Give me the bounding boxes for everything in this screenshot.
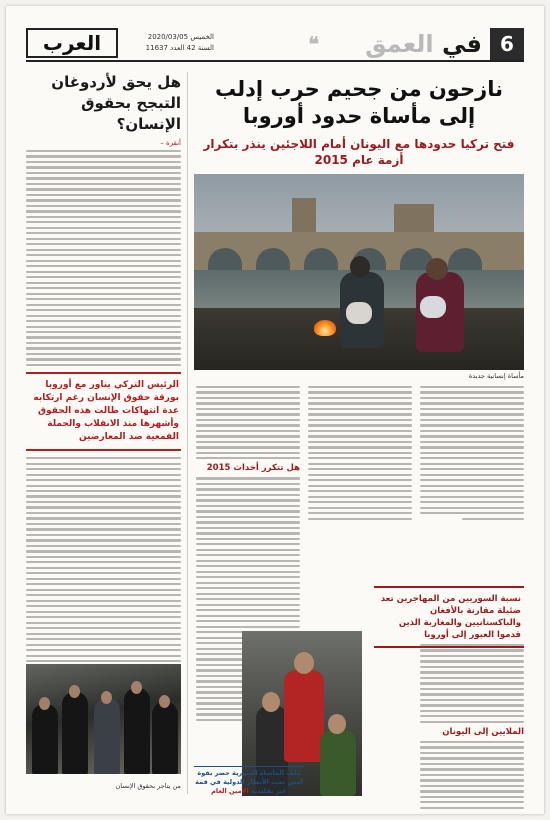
text-block xyxy=(26,150,181,366)
photo-man xyxy=(94,698,120,774)
text-column-1-lower xyxy=(420,644,524,812)
main-photo-caption: مأساة إنسانية جديدة xyxy=(468,372,524,380)
newspaper-logo: العرب xyxy=(26,28,118,58)
photo-child xyxy=(284,670,324,762)
main-story xyxy=(194,72,524,794)
column-footnote xyxy=(194,766,304,796)
photo-baby-blanket xyxy=(346,302,372,324)
section-title-bold: في xyxy=(442,30,482,58)
section-title xyxy=(365,28,482,60)
sidebar-photo-caption: من يتاجر بحقوق الإنسان xyxy=(115,782,181,790)
footnote-text: ملف المأساة السورية حضر بقوة أمس تحت الأنظار الدولية في قمة غير تقليدية xyxy=(195,769,303,795)
text-column-1 xyxy=(420,386,524,523)
newspaper-page xyxy=(6,6,544,814)
text-block xyxy=(196,386,300,459)
headline-line-2: إلى مأساة حدود أوروبا xyxy=(242,104,476,128)
intertitle-greece: الملايين إلى اليونان xyxy=(442,726,524,737)
photo-officer-face xyxy=(159,695,170,708)
headline-line-1: نازحون من جحيم حرب إدلب xyxy=(215,77,503,101)
photo-officer-face xyxy=(69,685,80,698)
photo-officer xyxy=(62,692,88,774)
police-crowd-photo xyxy=(26,664,181,774)
sidebar-dateline: أنقرة – xyxy=(160,139,181,147)
photo-child-head xyxy=(328,714,346,734)
footnote-name: الأمين العام xyxy=(211,787,249,795)
main-subhead: فتح تركيا حدودها مع اليونان أمام اللاجئين ينذر بتكرار أزمة عام 2015 xyxy=(203,137,515,167)
photo-child-head xyxy=(294,652,314,674)
photo-officer-face xyxy=(131,681,142,694)
photo-child-head xyxy=(262,692,280,712)
sidebar-pull-quote: الرئيس التركي يناور مع أوروبا بورقة حقوق الإنسان رغم ارتكابه عدة انتهاكات طالت هذه الحقوق وأشهرها منذ الانقلاب والحملة القمعية ضد المعارضين xyxy=(26,372,181,451)
photo-officer-face xyxy=(39,697,50,710)
photo-mother-head xyxy=(426,258,448,280)
photo-officer xyxy=(32,704,58,774)
photo-man-face xyxy=(101,691,112,704)
text-block xyxy=(308,386,412,520)
column-divider xyxy=(187,72,188,794)
photo-child-blanket xyxy=(420,296,446,318)
intertitle-2015: هل تتكرر أحداث 2015 xyxy=(206,463,300,474)
issue-date: الخميس 2020/03/05 xyxy=(147,33,214,41)
page-number: 6 xyxy=(490,28,524,60)
main-headline xyxy=(194,76,524,130)
text-block xyxy=(420,741,524,809)
pull-quote-box: نسبة السوريين من المهاجرين تعد ضئيلة مقارنة بالأفغان والباكستانيين والمغاربة الذين قدموا العبور إلى أوروبا xyxy=(374,586,524,648)
quote-icon: ❝ xyxy=(308,32,319,56)
text-column-2 xyxy=(308,386,412,523)
text-block xyxy=(420,386,524,520)
sidebar-article xyxy=(26,72,181,794)
article-body xyxy=(194,386,524,796)
photo-officer xyxy=(152,702,178,774)
photo-child xyxy=(320,730,356,796)
sidebar-title: هل يحق لأردوغان التبجح بحقوق الإنسان؟ xyxy=(51,73,181,133)
issue-info xyxy=(124,32,214,54)
issue-number: السنة 42 العدد 11637 xyxy=(145,44,214,52)
section-title-light: العمق xyxy=(365,30,434,58)
page-header xyxy=(26,28,524,62)
photo-father-head xyxy=(350,256,370,278)
refugees-photo xyxy=(194,174,524,370)
photo-campfire xyxy=(314,320,336,336)
text-block xyxy=(420,644,524,723)
photo-officer xyxy=(124,688,150,774)
